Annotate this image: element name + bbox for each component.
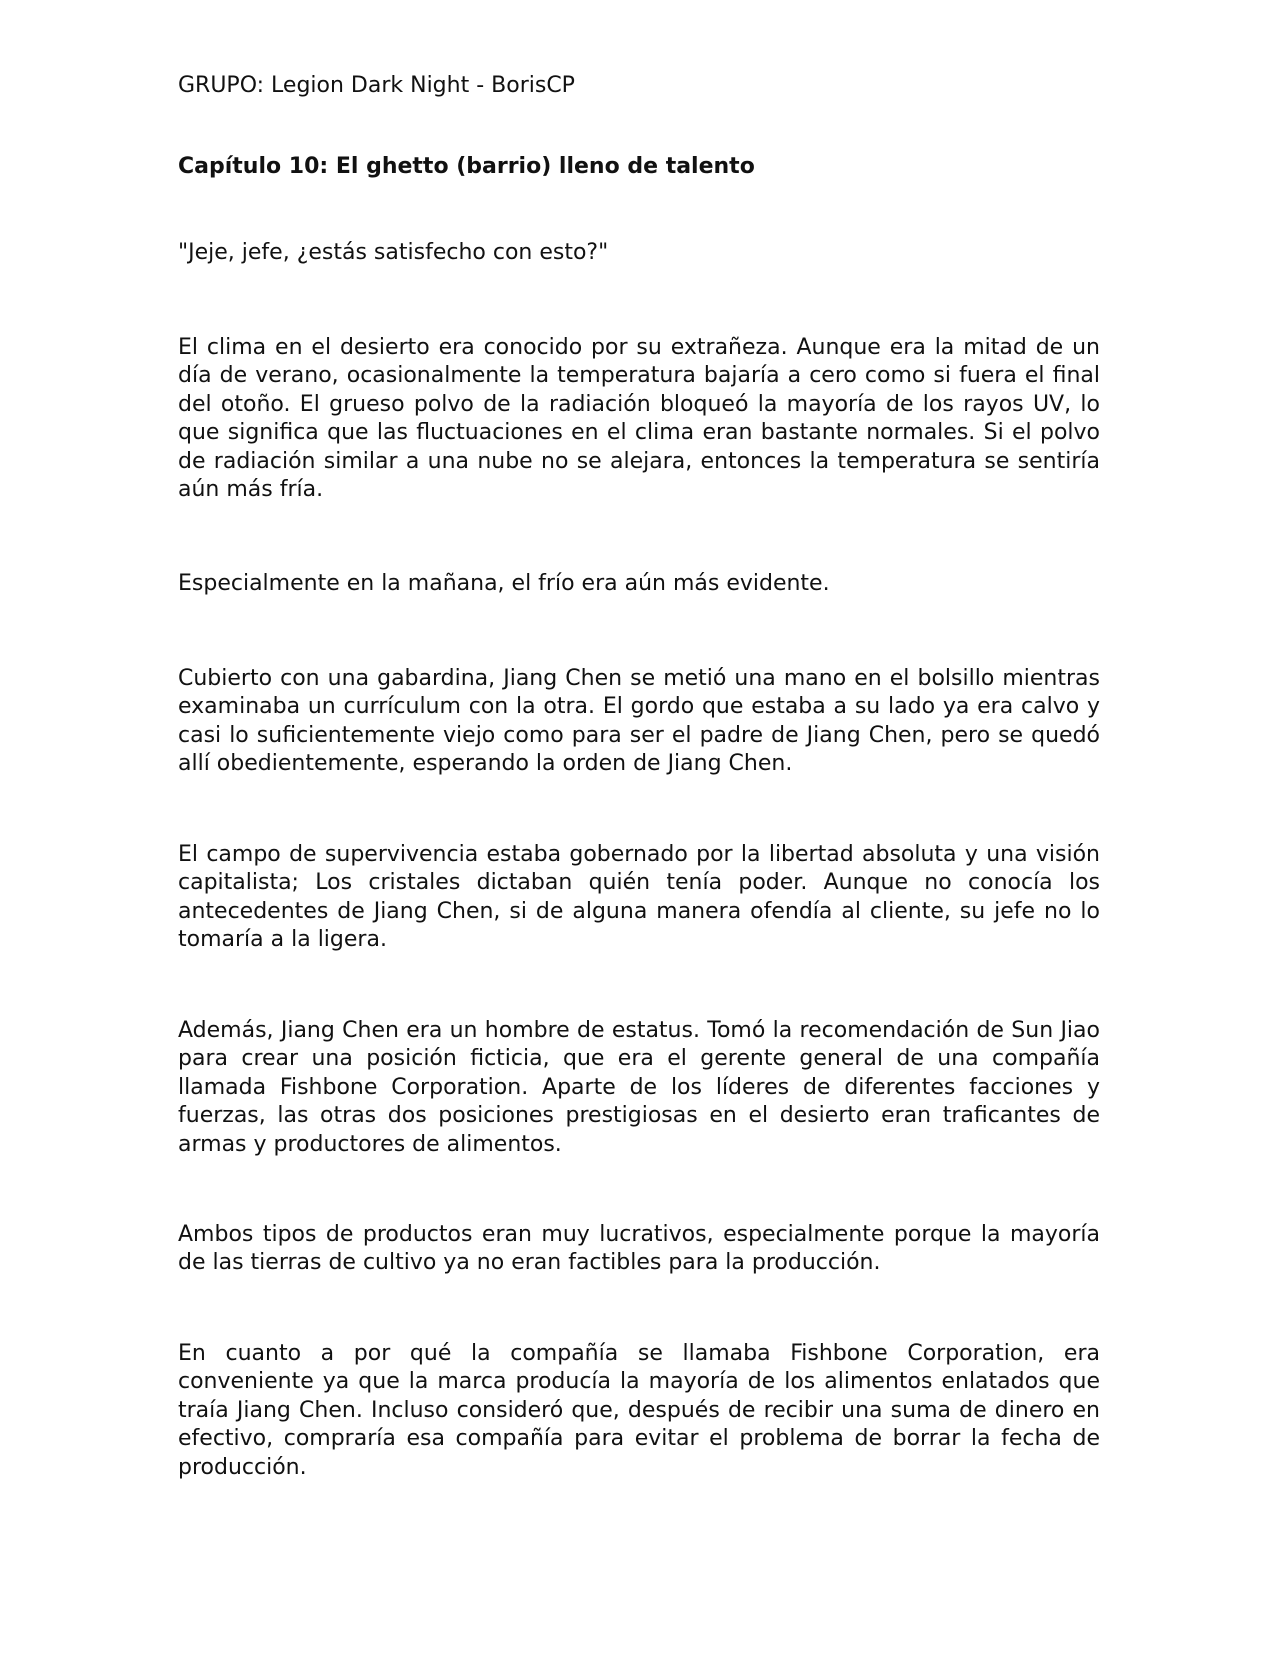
paragraph-8: En cuanto a por qué la compañía se llamaba Fishbone Corporation, era conveniente ya que la marca producía la mayoría de los alimentos enlatados que traía Jiang Chen. Incluso consideró que, después de recibir una suma de dinero en efectivo, compraría esa compañía para evitar el problema de borrar la fecha de producción. — [178, 1341, 1100, 1480]
paragraph-4: Cubierto con una gabardina, Jiang Chen se metió una mano en el bolsillo mientras examinaba un currículum con la otra. El gordo que estaba a su lado ya era calvo y casi lo suficientemente viejo como para ser el padre de Jiang Chen, pero se quedó allí obedientemente, esperando la orden de Jiang Chen. — [178, 666, 1100, 777]
paragraph-2: El clima en el desierto era conocido por su extrañeza. Aunque era la mitad de un día de verano, ocasionalmente la temperatura bajaría a cero como si fuera el final del otoño. El grueso polvo de la radiación bloqueó la mayoría de los rayos UV, lo que significa que las fluctuaciones en el clima eran bastante normales. Si el polvo de radiación similar a una nube no se alejara, entonces la temperatura se sentiría aún más fría. — [178, 335, 1100, 503]
paragraph-6: Además, Jiang Chen era un hombre de estatus. Tomó la recomendación de Sun Jiao para crear una posición ficticia, que era el gerente general de una compañía llamada Fishbone Corporation. Aparte de los líderes de diferentes facciones y fuerzas, las otras dos posiciones prestigiosas en el desierto eran traficantes de armas y productores de alimentos. — [178, 1018, 1100, 1157]
paragraph-5: El campo de supervivencia estaba gobernado por la libertad absoluta y una visión capitalista; Los cristales dictaban quién tenía poder. Aunque no conocía los antecedentes de Jiang Chen, si de alguna manera ofendía al cliente, su jefe no lo tomaría a la ligera. — [178, 842, 1100, 953]
paragraph-3: Especialmente en la mañana, el frío era aún más evidente. — [178, 571, 830, 596]
paragraph-1: "Jeje, jefe, ¿estás satisfecho con esto?" — [178, 240, 609, 265]
paragraph-7: Ambos tipos de productos eran muy lucrativos, especialmente porque la mayoría de las tierras de cultivo ya no eran factibles para la producción. — [178, 1222, 1100, 1276]
group-credit: GRUPO: Legion Dark Night - BorisCP — [178, 73, 575, 98]
chapter-title: Capítulo 10: El ghetto (barrio) lleno de talento — [178, 154, 755, 179]
